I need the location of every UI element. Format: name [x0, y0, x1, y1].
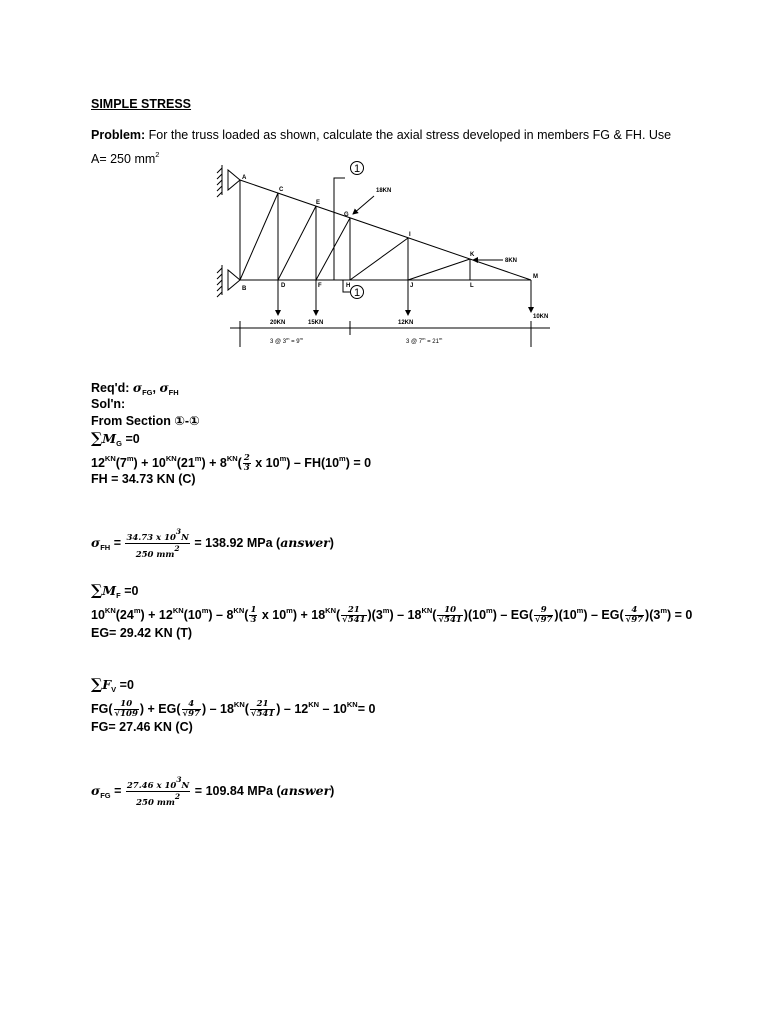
support-a: [228, 170, 240, 190]
section-line-upper: [334, 178, 345, 280]
joint-label: M: [533, 274, 538, 280]
load-label: 15KN: [308, 320, 324, 326]
joint-label: C: [279, 187, 284, 193]
problem-label: Problem:: [91, 128, 146, 142]
required-line: Req'd: $\sigma_{FG}$, $\sigma_{FH}$: [91, 380, 179, 397]
dim-left: 3 @ $3^m = 9^m$: [270, 336, 303, 345]
dim-right: 3 @ $7^m = 21^m$: [406, 336, 443, 345]
section-number: 1: [353, 287, 361, 299]
problem-text: For the truss loaded as shown, calculate the axial stress developed in members FG & FH. Use: [145, 128, 672, 142]
joint-label: D: [281, 283, 286, 289]
joint-label: K: [470, 252, 475, 258]
equation-mf: $10^{KN}(24^m) + 12^{KN}(10^m) - 8^{KN}$( $\frac{1}{3}$ x $10^m) + 18^{KN}$( $\frac{21}{√541}$ )$(3^m) - 18^{KN}$( $\frac{10}{√541}$ )(10$^m$) – EG( $\frac{9}{√97}$ )(10$^m$) – EG( $\frac{4}{√97}$ )$(3^m) = 0$: [91, 605, 693, 626]
solution-label: Sol'n:: [91, 397, 126, 411]
joint-label: J: [410, 283, 414, 289]
member-jk: [408, 259, 470, 280]
member-de: [278, 206, 316, 280]
stress-fh: $\sigma_{FH}$ = $\frac{34.73 x 103N}{250 mm2}$ = 138.92 MPa (answer): [91, 527, 334, 560]
member-fg: [316, 218, 350, 280]
load-label: 18KN: [376, 188, 392, 194]
joint-label: E: [316, 200, 321, 206]
area-given: [91, 147, 159, 167]
equation-heading-mf: $\sum M_F =0$: [91, 581, 139, 600]
stress-fg: $\sigma_{FG}$ = $\frac{27.46 x 103N}{250 mm2}$ = 109.84 MPa (answer): [91, 775, 335, 808]
top-chord: [240, 180, 531, 280]
load-label: 12KN: [398, 320, 414, 326]
load-arrow-g: [353, 196, 374, 214]
area-text: A= 250 mm: [91, 152, 156, 166]
joint-label: B: [242, 286, 247, 292]
problem-statement: [91, 127, 671, 143]
load-label: 20KN: [270, 320, 286, 326]
joint-label: G: [344, 212, 349, 218]
joint-label: A: [242, 175, 247, 181]
area-sup: 2: [155, 150, 160, 159]
section-heading: From Section ①-①: [91, 414, 200, 428]
member-bc: [240, 193, 278, 280]
section-number: 1: [353, 163, 361, 175]
page-title: SIMPLE STRESS: [91, 97, 192, 111]
load-label: 8KN: [505, 258, 518, 264]
result-fg: FG= 27.46 KN (C): [91, 720, 193, 734]
result-eg: EG= 29.42 KN (T): [91, 626, 193, 640]
truss-diagram: [200, 150, 570, 355]
joint-label: H: [346, 283, 351, 289]
equation-mg: $12^{KN}(7^m) + 10^{KN}(21^m) + 8^{KN}$( $\frac{2}{3}$ x $10^m) - FH(10^m) = 0$: [91, 453, 372, 474]
joint-label: F: [318, 283, 322, 289]
joint-label: L: [470, 283, 474, 289]
equation-heading-fv: $\sum F_V =0$: [91, 675, 134, 694]
member-hi: [350, 238, 408, 280]
load-label: 10KN: [533, 314, 549, 320]
joint-label: I: [409, 232, 411, 238]
support-b: [228, 270, 240, 290]
equation-fv: FG( $\frac{10}{√109}$ ) + EG( $\frac{4}{√97}$ ) – $18^{KN}$( $\frac{21}{√541}$ ) – $12^{KN} - 10^{KN}= 0$: [91, 699, 376, 720]
equation-heading-mg: $\sum M_G =0$: [91, 429, 140, 448]
result-fh: FH = 34.73 KN (C): [91, 472, 196, 486]
